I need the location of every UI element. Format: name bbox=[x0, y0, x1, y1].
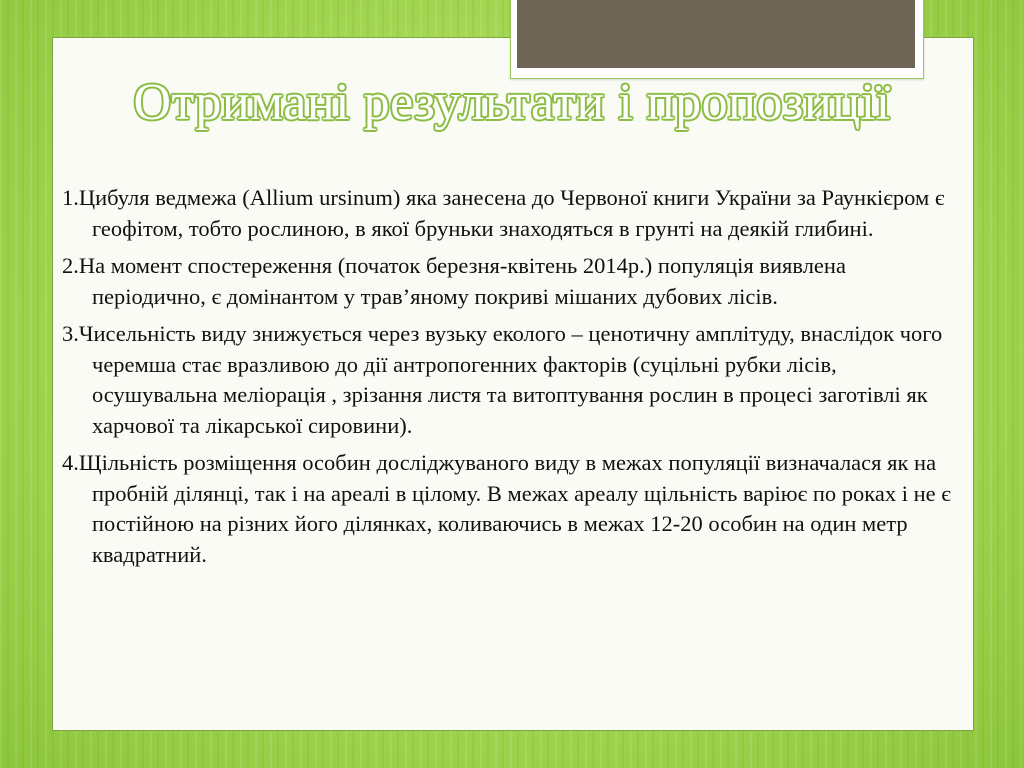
result-point-2: 2.На момент спостереження (початок березня-квітень 2014р.) популяція виявлена періодично, є домінантом у трав’яному покриві мішаних дубових лісів. bbox=[62, 253, 846, 309]
results-list bbox=[62, 183, 962, 577]
result-point-1: 1.Цибуля ведмежа (Allium ursinum) яка занесена до Червоної книги України за Раункієром є геофітом, тобто рослиною, в якої бруньки знаходяться в грунті на деякій глибині. bbox=[62, 185, 945, 241]
slide-title: Отримані результати і пропозиції bbox=[133, 74, 891, 131]
result-point-3: 3.Чисельність виду знижується через вузьку еколого – ценотичну амплітуду, внаслідок чого черемша стає вразливою до дії антропогенних факторів (суцільні рубки лісів, осушувальна меліорація , зрізання листя та витоптування рослин в процесі заготівлі як харчової та лікарської сировини). bbox=[62, 321, 943, 438]
decorative-image-block bbox=[517, 0, 915, 68]
result-point-4: 4.Щільність розміщення особин досліджуваного виду в межах популяції визначалася як на пробній ділянці, так і на ареалі в цілому. В межах ареалу щільність варіює по роках і не є постійною на різних його ділянках, коливаючись в межах 12-20 особин на один метр квадратний. bbox=[62, 450, 951, 567]
